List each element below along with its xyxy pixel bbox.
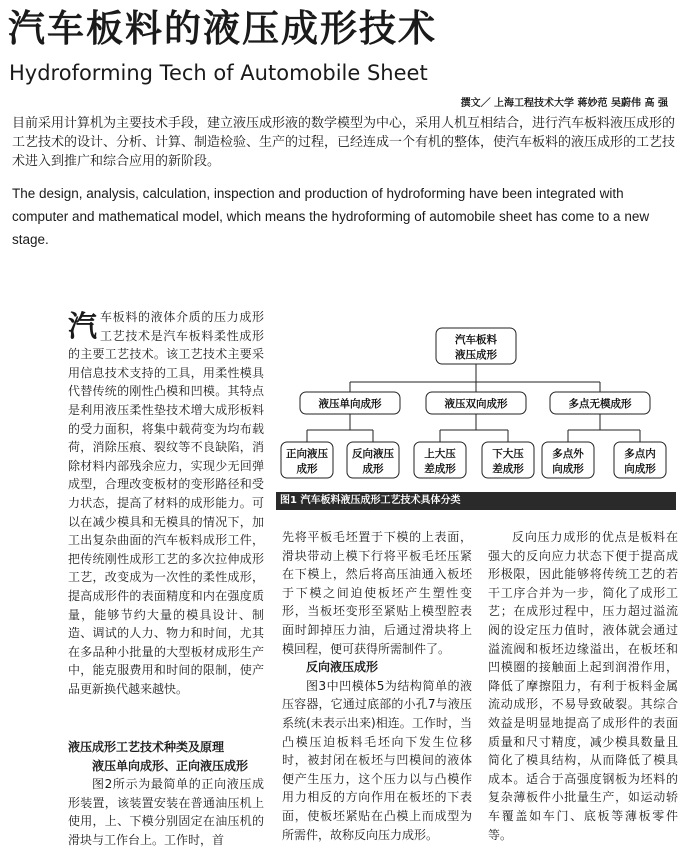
level2-label: 上大压 bbox=[424, 448, 456, 460]
level2-label: 差成形 bbox=[492, 463, 524, 475]
classification-diagram bbox=[276, 318, 676, 508]
paragraph-figure-2: 图2所示为最简单的正向液压成形装置，该装置安装在普通油压机上使用，上、下模分别固定在油压机的滑块与工作台上。工作时，首 bbox=[68, 777, 264, 847]
intro-column bbox=[68, 308, 264, 698]
section-column-1 bbox=[68, 738, 264, 850]
level1-label-double: 液压双向成形 bbox=[444, 398, 508, 410]
level2-label: 正向液压 bbox=[286, 448, 328, 460]
level2-label: 反向液压 bbox=[352, 448, 394, 460]
subheading-reverse-hydroforming: 反向液压成形 bbox=[306, 660, 379, 675]
level2-label: 成形 bbox=[362, 463, 384, 475]
body-column-2 bbox=[282, 528, 472, 844]
paragraph-reverse-advantages: 反向压力成形的优点是板料在强大的反向应力状态下便于提高成形极限，因此能够将传统工艺的若干工序合并为一步，简化了成形工艺；在成形过程中，压力超过溢流阀的设定压力值时，液体就会通过溢流阀和板坯边缘溢出，在板坯和凹模圈的接触面上起到润滑作用，降低了摩擦阻力，有利于板料金属流动成形，不易导致破裂。其综合效益是明显地提高了成形件的表面质量和尺寸精度，减少模具数量且简化了模具结构，从而降低了模具成本。适合于高强度钢板为坯料的复杂薄板件小批量生产，如运动轿车覆盖如车门、底板等薄板零件等。 bbox=[488, 530, 678, 842]
abstract-english: The design, analysis, calculation, inspection and production of hydroforming have been integrated with computer and mathematical model, which means the hydroforming of automobile sheet has come to a new stage. bbox=[12, 186, 650, 247]
body-column-3 bbox=[488, 528, 678, 844]
intro-paragraph: 车板料的液体介质的压力成形工艺技术是汽车板料柔性成形的主要工艺技术。该工艺技术主要采用信息技术支持的工具，用柔性模具代替传统的刚性凸模和凹模。其特点是利用液压柔性垫技术增大成形板料的受力面积，将集中载荷变为均布载荷，消除压痕、裂纹等不良缺陷，消除材料内部残余应力，实现少无回弹成型，合理改变板材的变形路径和受力状态，提高了材料的成形能力。可以在减少模具和无模具的情况下，加工出复杂曲面的汽车板料成形工件，把传统刚性成形工艺的多次拉伸成形工艺，改变成为一次性的柔性成形，提高成形件的表面精度和内在强度质量，能够节约大量的模具设计、制造、调试的人力、物力和时间，尤其在多品种小批量的大型板材成形生产中，能克服费用和时间的限制，使产品更新换代越来越快。 bbox=[68, 310, 264, 696]
level2-label: 多点外 bbox=[552, 448, 584, 460]
paragraph-forward-process: 先将平板毛坯置于下模的上表面，滑块带动上模下行将平板毛坯压紧在下模上，然后将高压油通入板坯于下模之间迫使板坯产生塑性变形，当板坯变形至紧贴上模型腔表面时卸掉压力油，后通过滑块将上模回程，便可获得所需制件了。 bbox=[282, 530, 472, 656]
figure-caption: 图1 汽车板料液压成形工艺技术具体分类 bbox=[276, 492, 676, 510]
author-byline: 撰文／ 上海工程技术大学 蒋妙范 吴蔚伟 高 强 bbox=[460, 98, 668, 109]
root-label-line1: 汽车板料 bbox=[455, 334, 497, 346]
level1-label-multipoint: 多点无模成形 bbox=[568, 398, 632, 410]
level2-label: 向成形 bbox=[624, 463, 656, 475]
level2-label: 多点内 bbox=[624, 448, 656, 460]
root-label-line2: 液压成形 bbox=[455, 349, 497, 361]
subheading-forward-hydroforming: 液压单向成形、正向液压成形 bbox=[92, 758, 249, 773]
section-heading: 液压成形工艺技术种类及原理 bbox=[68, 740, 225, 754]
level2-label: 差成形 bbox=[424, 463, 456, 475]
level2-label: 成形 bbox=[296, 463, 318, 475]
level2-label: 下大压 bbox=[492, 448, 524, 460]
article-title-english: Hydroforming Tech of Automobile Sheet bbox=[9, 61, 428, 85]
drop-cap: 汽 bbox=[68, 309, 98, 343]
article-title-chinese: 汽车板料的液压成形技术 bbox=[8, 7, 437, 50]
abstract-chinese: 目前采用计算机为主要技术手段，建立液压成形液的数学模型为中心，采用人机互相结合，进行汽车板料液压成形的工艺技术的设计、分析、计算、制造检验、生产的过程，已经连成一个有机的整体，使汽车板料的液压成形的工艺技术进入到推广和综合应用的新阶段。 bbox=[12, 116, 676, 169]
paragraph-reverse-process: 图3中凹模体5为结构简单的液压容器，它通过底部的小孔7与液压系统(未表示出来)相连。工作时，当凸模压迫板料毛坯向下发生位移时，被封闭在板坯与凹模间的液体便产生压力，这个压力以与凸模作用力相反的方向作用在板坯的下表面，使板坯紧贴在凸模上而成型为所需件，故称反向压力成形。 bbox=[282, 678, 472, 842]
level1-label-single: 液压单向成形 bbox=[318, 398, 382, 410]
level2-label: 向成形 bbox=[552, 463, 584, 475]
